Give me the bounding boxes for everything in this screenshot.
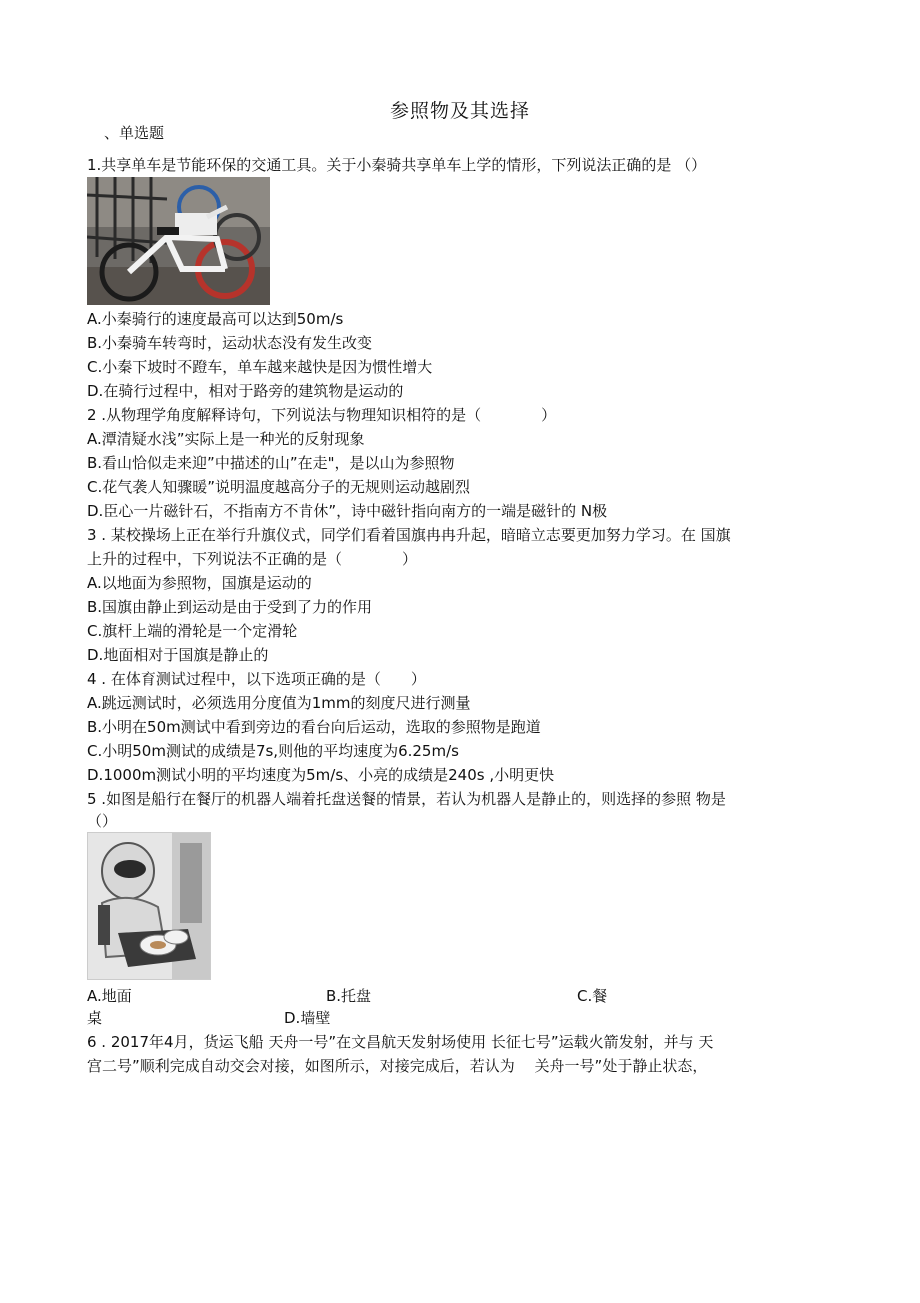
q5-stem-line1: 5 .如图是船行在餐厅的机器人端着托盘送餐的情景，若认为机器人是静止的，则选择的参照 物是 [87,790,726,808]
q1-option-c: C.小秦下坡时不蹬车，单车越来越快是因为惯性增大 [87,358,433,376]
q1-option-d: D.在骑行过程中，相对于路旁的建筑物是运动的 [87,382,404,400]
q4-option-d: D.1000m测试小明的平均速度为5m/s、小亮的成绩是240s ,小明更快 [87,766,555,784]
page-title: 参照物及其选择 [389,100,530,122]
q3-option-b: B.国旗由静止到运动是由于受到了力的作用 [87,598,373,616]
robot-waiter-photo [87,832,211,980]
q4-option-b: B.小明在50m测试中看到旁边的看台向后运动，选取的参照物是跑道 [87,718,541,736]
q1-option-a: A.小秦骑行的速度最高可以达到50m/s [87,310,344,328]
q4-option-a: A.跳远测试时，必须选用分度值为1mm的刻度尺进行测量 [87,694,471,712]
q1-stem: 1.共享单车是节能环保的交通工具。关于小秦骑共享单车上学的情形，下列说法正确的是 （） [87,156,707,174]
q4-stem: 4 . 在体育测试过程中，以下选项正确的是（ ） [87,670,426,688]
q2-option-a: A.潭清疑水浅”实际上是一种光的反射现象 [87,430,365,448]
q3-option-d: D.地面相对于国旗是静止的 [87,646,269,664]
q5-option-a: A.地面 [87,987,132,1005]
q2-option-d: D.臣心一片磁针石，不指南方不肯休”，诗中磁针指向南方的一端是磁针的 N极 [87,502,608,520]
bicycle-photo [87,177,270,305]
q5-option-c-continued: 桌 [87,1009,103,1027]
q3-option-a: A.以地面为参照物，国旗是运动的 [87,574,312,592]
q4-option-c: C.小明50m测试的成绩是7s,则他的平均速度为6.25m/s [87,742,459,760]
q6-stem-line1: 6 . 2017年4月，货运飞船 天舟一号”在文昌航天发射场使用 长征七号”运载火箭发射，并与 天 [87,1033,714,1051]
q5-option-b: B.托盘 [326,987,372,1005]
q3-stem-line2: 上升的过程中，下列说法不正确的是（ ） [87,550,418,568]
q5-stem-line2: （） [87,812,118,830]
q3-option-c: C.旗杆上端的滑轮是一个定滑轮 [87,622,298,640]
section-heading: 、单选题 [104,124,165,142]
q5-option-c: C.餐 [577,987,608,1005]
q1-option-b: B.小秦骑车转弯时，运动状态没有发生改变 [87,334,373,352]
q2-option-b: B.看山恰似走来迎”中描述的山”在走"，是以山为参照物 [87,454,455,472]
q2-option-c: C.花气袭人知骤暖”说明温度越高分子的无规则运动越剧烈 [87,478,471,496]
q2-stem: 2 .从物理学角度解释诗句，下列说法与物理知识相符的是（ ） [87,406,557,424]
q6-stem-line2: 宫二号”顺利完成自动交会对接，如图所示，对接完成后，若认为 关舟一号”处于静止状态， [87,1057,708,1075]
q3-stem-line1: 3 . 某校操场上正在举行升旗仪式，同学们看着国旗冉冉升起，暗暗立志要更加努力学习。在 国旗 [87,526,731,544]
q5-option-d: D.墙壁 [284,1009,331,1027]
